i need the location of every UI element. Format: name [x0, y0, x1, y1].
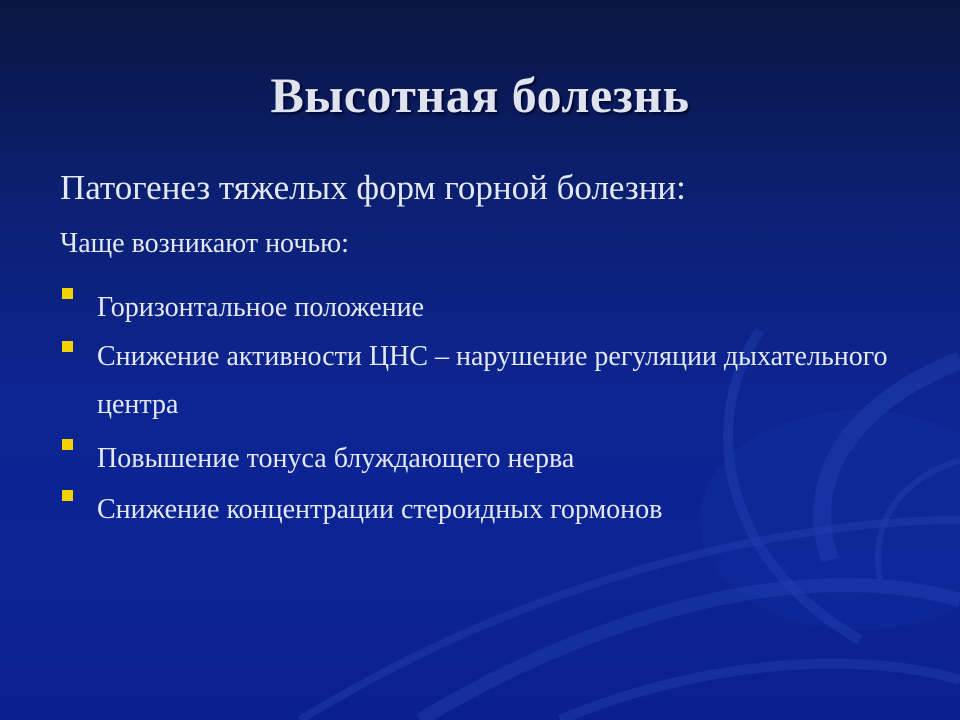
bullet-text: Повышение тонуса блуждающего нерва	[97, 443, 575, 474]
bullet-item-horizontal-position	[60, 282, 920, 333]
bullet-text: Снижение концентрации стероидных гормонов	[97, 494, 663, 525]
square-bullet-icon	[62, 439, 73, 450]
bullet-item-steroid-hormones	[60, 484, 920, 535]
square-bullet-icon	[62, 490, 73, 501]
square-bullet-icon	[62, 341, 73, 352]
intro-text: Чаще возникают ночью:	[60, 228, 349, 259]
bullet-item-vagus-tone	[60, 433, 920, 484]
square-bullet-icon	[62, 288, 73, 299]
slide-subtitle: Патогенез тяжелых форм горной болезни:	[60, 168, 686, 207]
bullet-text: Горизонтальное положение	[97, 292, 425, 323]
slide-title: Высотная болезнь	[270, 67, 690, 123]
bullet-text: Снижение активности ЦНС – нарушение регуляции дыхательного центра	[97, 341, 888, 420]
bullet-item-cns-activity	[60, 333, 920, 429]
bullet-list	[60, 282, 920, 535]
